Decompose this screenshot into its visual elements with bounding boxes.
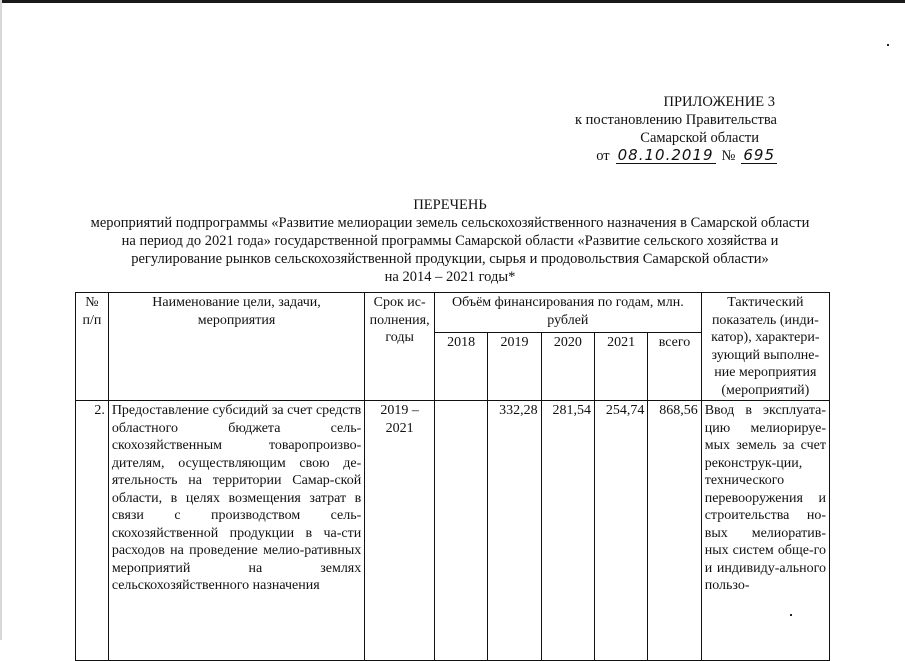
table-row	[76, 401, 830, 661]
appendix-region: Самарской области	[640, 130, 759, 146]
document-heading	[60, 196, 840, 286]
appendix-title: ПРИЛОЖЕНИЕ 3	[663, 94, 775, 110]
table-header-row	[76, 293, 830, 333]
heading-line-2: на период до 2021 года» государственной программы Самарской области «Развитие сельского хозяйства и	[121, 233, 779, 249]
heading-title: ПЕРЕЧЕНЬ	[413, 197, 487, 213]
header-year-2019: 2019	[488, 333, 541, 401]
appendix-resolution: к постановлению Правительства	[575, 112, 777, 128]
appendix-block	[517, 93, 777, 165]
row-name: Предоставление субсидий за счет средств областного бюджета сель-скохозяйственным товаропроизво-дителям, осуществляющим свою де-ятельность на территории Самар-ской области, в целях возмещения затрат в связи с производством сель-скохозяйственной продукции в ча-сти расходов на проведение мелио-ративных мероприятий на землях сельскохозяйственного назначения	[108, 401, 364, 661]
row-num: 2.	[76, 401, 109, 661]
measures-table	[75, 292, 830, 661]
header-name: Наименование цели, задачи, мероприятия	[108, 293, 364, 401]
date-prefix: от	[596, 148, 610, 164]
scan-edge	[0, 0, 905, 3]
handwritten-number: 695	[743, 146, 775, 164]
appendix-dateline	[517, 147, 777, 165]
heading-line-1: мероприятий подпрограммы «Развитие мелиорации земель сельскохозяйственного назначения в Самарской области	[90, 215, 810, 231]
header-year-2021: 2021	[594, 333, 647, 401]
header-indicator: Тактический показатель (инди-катор), характери-зующий выполне-ние мероприятия (мероприятий)	[701, 293, 829, 401]
scan-speck	[887, 44, 889, 46]
scan-edge-left	[0, 0, 2, 640]
header-num: № п/п	[76, 293, 109, 401]
header-year-2018: 2018	[435, 333, 488, 401]
handwritten-date: 08.10.2019	[617, 146, 714, 164]
row-2021: 254,74	[594, 401, 647, 661]
row-2020: 281,54	[541, 401, 594, 661]
header-term: Срок ис-полнения, годы	[365, 293, 435, 401]
row-term: 2019 – 2021	[365, 401, 435, 661]
row-total: 868,56	[648, 401, 701, 661]
number-prefix: №	[721, 148, 736, 164]
heading-line-4: на 2014 – 2021 годы*	[384, 269, 516, 285]
row-indicator: Ввод в эксплуата-цию мелиорируе-мых земель за счет реконструк-ции, технического перевооружения и строительства но-вых мелиоратив-ных систем обще-го и индивиду-ального пользо-	[701, 401, 829, 661]
row-2018	[435, 401, 488, 661]
header-financing: Объём финансирования по годам, млн. рублей	[435, 293, 702, 333]
heading-line-3: регулирование рынков сельскохозяйственной продукции, сырья и продовольствия Самарской области»	[131, 251, 769, 267]
row-2019: 332,28	[488, 401, 541, 661]
header-year-2020: 2020	[541, 333, 594, 401]
header-total: всего	[648, 333, 701, 401]
